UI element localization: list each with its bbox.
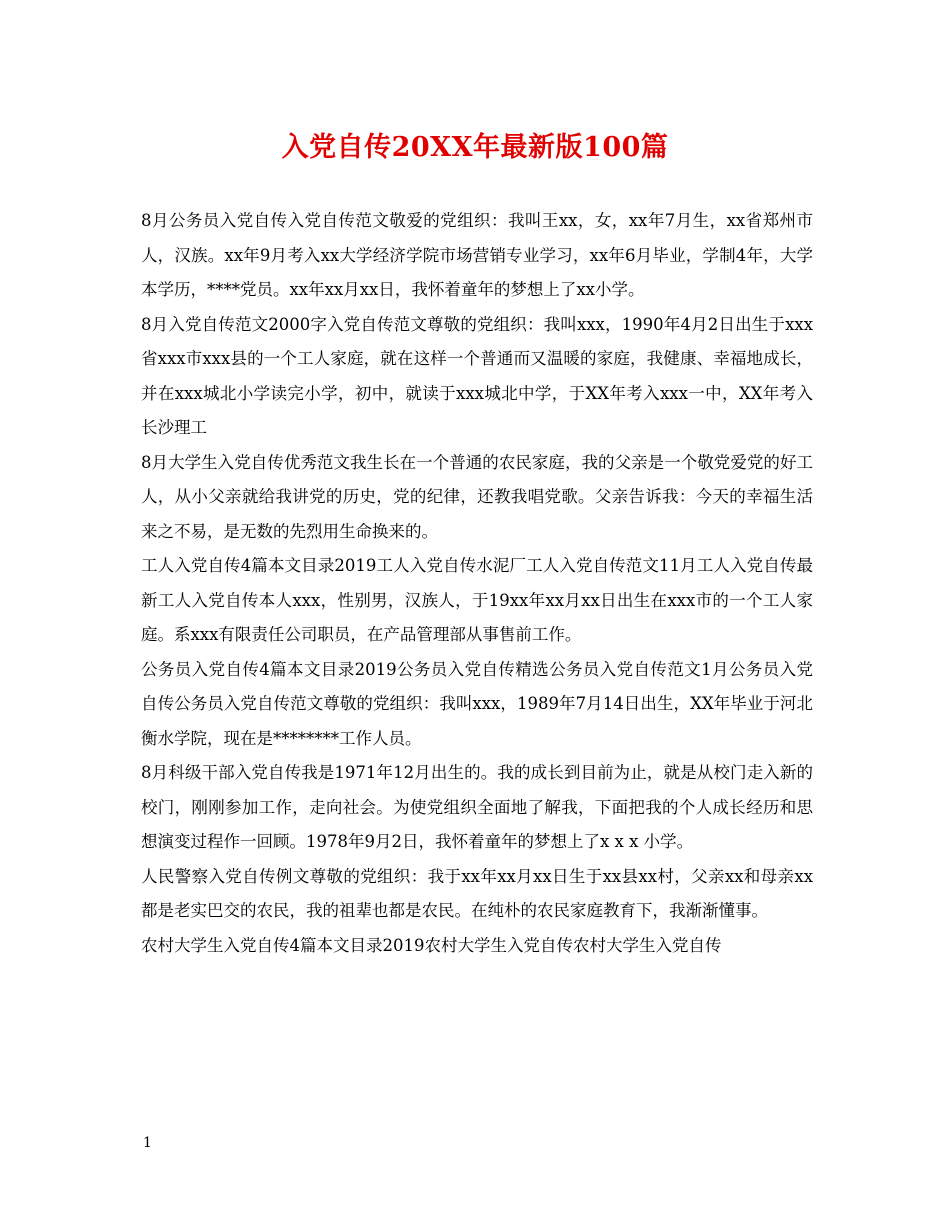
paragraph: 农村大学生入党自传4篇本文目录2019农村大学生入党自传农村大学生入党自传 [141,935,722,955]
paragraph: 人民警察入党自传例文尊敬的党组织：我于xx年xx月xx日生于xx县xx村，父亲xx和母亲xx都是老实巴交的农民，我的祖辈也都是农民。在纯朴的农民家庭教育下，我渐渐懂事。 [141,866,813,920]
document-body [141,204,813,963]
paragraph: 8月科级干部入党自传我是1971年12月出生的。我的成长到目前为止，就是从校门走入新的校门，刚刚参加工作，走向社会。为使党组织全面地了解我，下面把我的个人成长经历和思想演变过程作一回顾。1978年9月2日，我怀着童年的梦想上了x x x 小学。 [141,763,813,851]
paragraph: 公务员入党自传4篇本文目录2019公务员入党自传精选公务员入党自传范文1月公务员入党自传公务员入党自传范文尊敬的党组织：我叫xxx，1989年7月14日出生，XX年毕业于河北衡水学院，现在是********工作人员。 [141,659,813,748]
paragraph: 8月大学生入党自传优秀范文我生长在一个普通的农民家庭，我的父亲是一个敬党爱党的好工人，从小父亲就给我讲党的历史，党的纪律，还教我唱党歌。父亲告诉我：今天的幸福生活来之不易，是无数的先烈用生命换来的。 [141,452,813,541]
paragraph: 8月公务员入党自传入党自传范文敬爱的党组织：我叫王xx，女，xx年7月生，xx省郑州市人，汉族。xx年9月考入xx大学经济学院市场营销专业学习，xx年6月毕业，学制4年，大学本学历，****党员。xx年xx月xx日，我怀着童年的梦想上了xx小学。 [141,211,813,299]
document-title: 入党自传20XX年最新版100篇 [281,132,669,163]
paragraph: 工人入党自传4篇本文目录2019工人入党自传水泥厂工人入党自传范文11月工人入党自传最新工人入党自传本人xxx，性别男，汉族人，于19xx年xx月xx日出生在xxx市的一个工人家庭。系xxx有限责任公司职员，在产品管理部从事售前工作。 [141,556,813,644]
page-number: 1 [143,1135,152,1151]
paragraph: 8月入党自传范文2000字入党自传范文尊敬的党组织：我叫xxx，1990年4月2日出生于xxx省xxx市xxx县的一个工人家庭，就在这样一个普通而又温暖的家庭，我健康、幸福地成长，并在xxx城北小学读完小学，初中，就读于xxx城北中学，于XX年考入xxx一中，XX年考入长沙理工 [141,314,813,437]
